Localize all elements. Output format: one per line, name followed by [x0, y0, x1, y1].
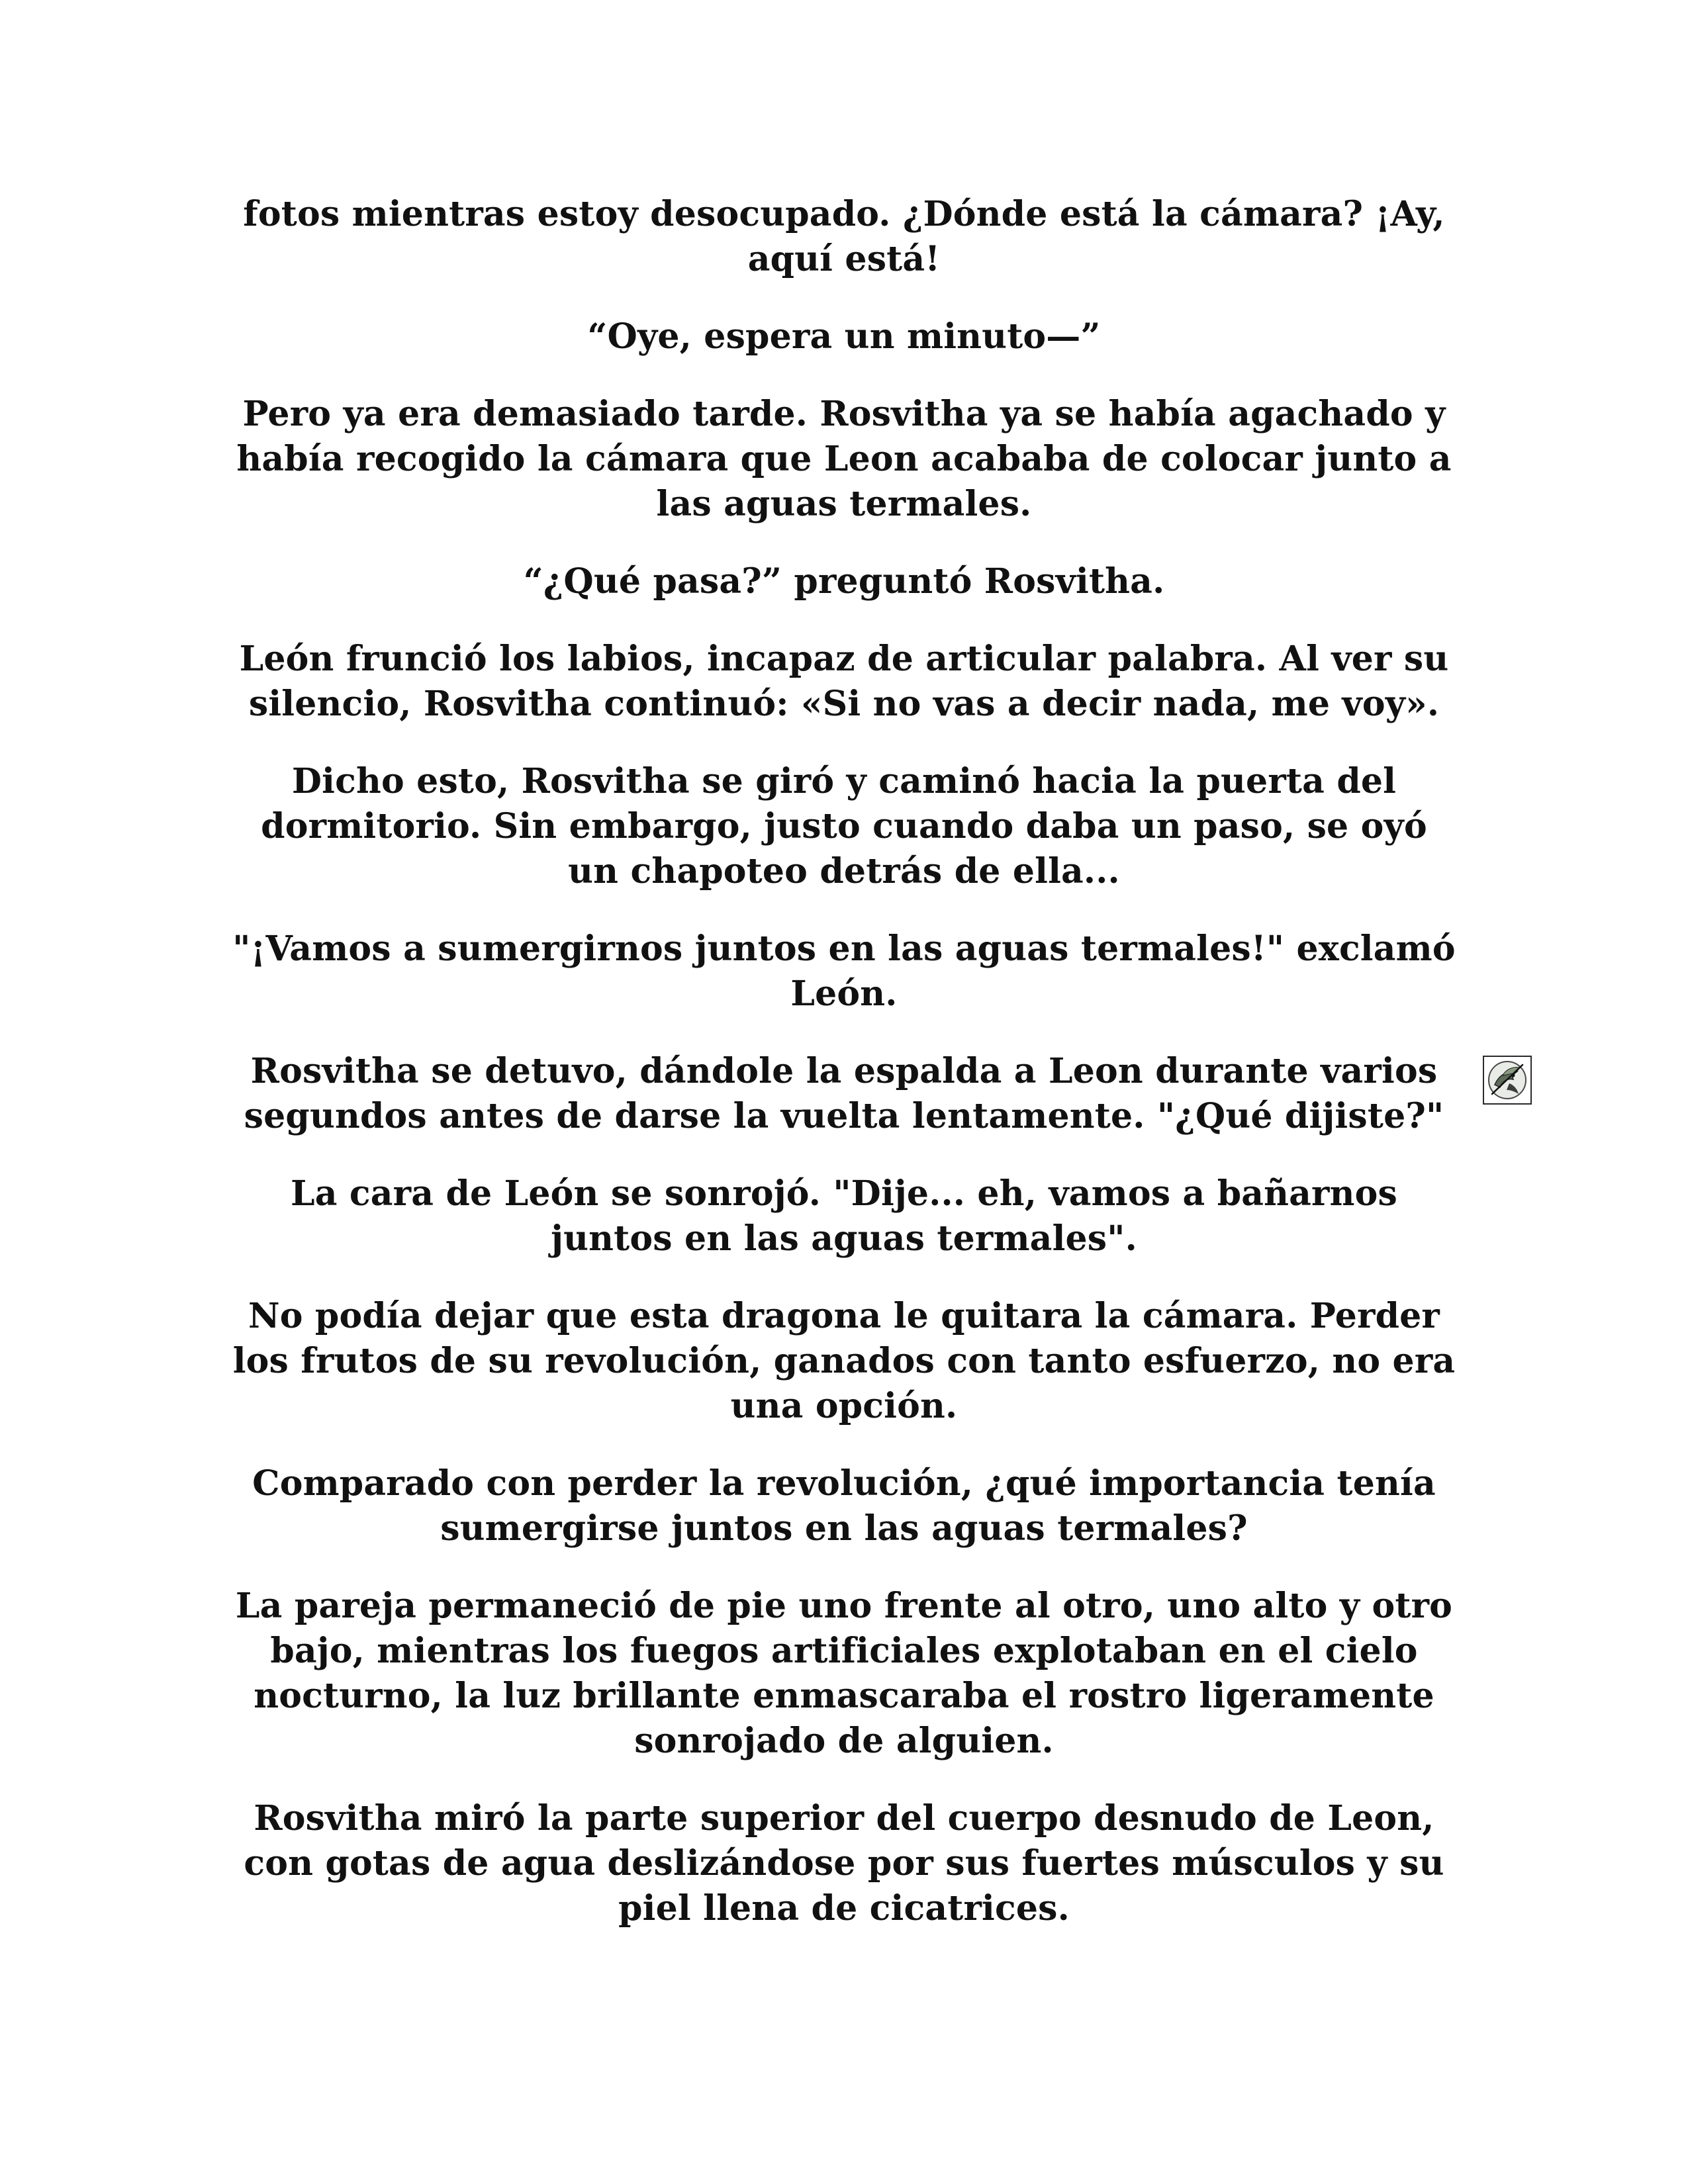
- paragraph-4: “¿Qué pasa?” preguntó Rosvitha.: [523, 561, 1165, 602]
- paragraph-1: fotos mientras estoy desocupado. ¿Dónde está la cámara? ¡Ay, aquí está!: [243, 194, 1445, 279]
- paragraph-13: Rosvitha miró la parte superior del cuerpo desnudo de Leon, con gotas de agua deslizándose por sus fuertes músculos y su piel llena de cicatrices.: [244, 1798, 1444, 1929]
- paragraph-7: "¡Vamos a sumergirnos juntos en las aguas termales!" exclamó León.: [232, 929, 1456, 1014]
- paragraph-11: Comparado con perder la revolución, ¿qué importancia tenía sumergirse juntos en las aguas termales?: [252, 1463, 1436, 1549]
- paragraph-12: La pareja permaneció de pie uno frente al otro, uno alto y otro bajo, mientras los fuegos artificiales explotaban en el cielo nocturno, la luz brillante enmascaraba el rostro ligeramente sonrojado de alguien.: [235, 1586, 1453, 1761]
- paragraph-6: Dicho esto, Rosvitha se giró y caminó hacia la puerta del dormitorio. Sin embargo, justo cuando daba un paso, se oyó un chapoteo detrás de ella...: [261, 761, 1427, 891]
- paragraph-5: León frunció los labios, incapaz de articular palabra. Al ver su silencio, Rosvitha continuó: «Si no vas a decir nada, me voy».: [239, 639, 1449, 724]
- document-body: [218, 192, 1470, 1964]
- paragraph-9: La cara de León se sonrojó. "Dije... eh, vamos a bañarnos juntos en las aguas termales".: [290, 1173, 1398, 1259]
- paragraph-10: No podía dejar que esta dragona le quitara la cámara. Perder los frutos de su revolución, ganados con tanto esfuerzo, no era una opción.: [232, 1296, 1456, 1426]
- paragraph-2: “Oye, espera un minuto—”: [587, 316, 1101, 357]
- paragraph-3: Pero ya era demasiado tarde. Rosvitha ya se había agachado y había recogido la cámara que Leon acababa de colocar junto a las aguas termales.: [236, 394, 1452, 524]
- dragon-emblem-icon: [1483, 1056, 1532, 1105]
- paragraph-8: Rosvitha se detuvo, dándole la espalda a Leon durante varios segundos antes de darse la vuelta lentamente. "¿Qué dijiste?": [244, 1051, 1444, 1136]
